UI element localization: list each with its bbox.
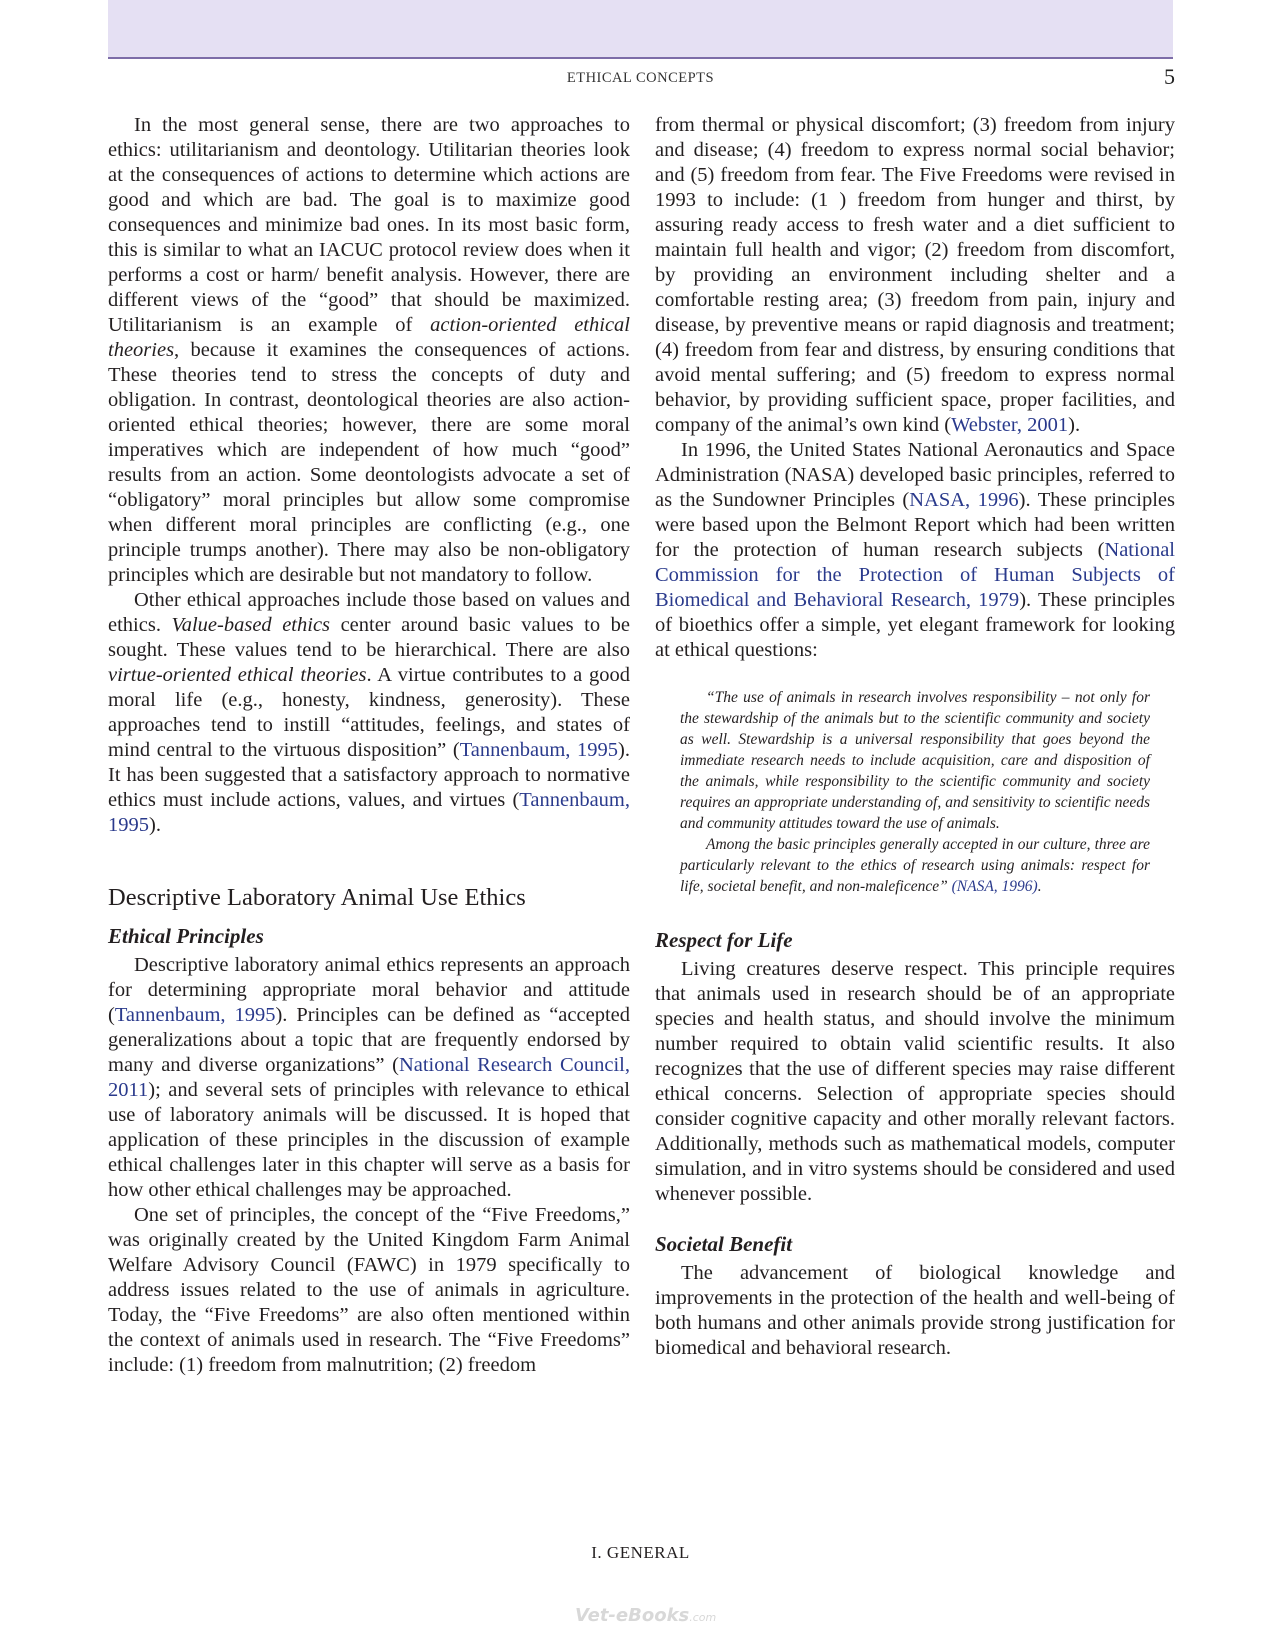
subheading: Respect for Life — [655, 928, 793, 952]
citation-link[interactable]: National Commission for the Protection of Human Subjects of Biomedical and Behavioral Research, 1979 — [655, 539, 1175, 611]
section-heading: Descriptive Laboratory Animal Use Ethics — [108, 884, 526, 911]
citation-link[interactable]: National Research Council, 2011 — [108, 1054, 630, 1101]
quote-paragraph: Among the basic principles generally accepted in our culture, three are particularly relevant to the ethics of research using animals: respect for life, societal benefit, and non-maleficence” (NASA, 1996). — [680, 836, 1150, 895]
page-number: 5 — [1164, 64, 1175, 89]
right-column — [655, 113, 1175, 1361]
citation-link[interactable]: Tannenbaum, 1995 — [114, 1004, 276, 1026]
quote-paragraph: “The use of animals in research involves responsibility – not only for the stewardship of the animals but to the scientific community and society as well. Stewardship is a universal responsibility that goes beyond the immediate research needs to include acquisition, care and disposition of the animals, while responsibility to the scientific community and society requires an appropriate understanding of, and sensitivity to scientific needs and community attitudes toward the use of animals. — [680, 689, 1150, 832]
subheading: Ethical Principles — [108, 924, 264, 948]
paragraph: In 1996, the United States National Aeronautics and Space Administration (NASA) developed basic principles, referred to as the Sundowner Principles (NASA, 1996). These principles were based upon the Belmont Report which had been written for the protection of human research subjects (National Commission for the Protection of Human Subjects of Biomedical and Behavioral Research, 1979). These principles of bioethics offer a simple, yet elegant framework for looking at ethical questions: — [655, 439, 1175, 661]
paragraph: Other ethical approaches include those based on values and ethics. Value-based ethics center around basic values to be sought. These values tend to be hierarchical. There are also virtue-oriented ethical theories. A virtue contributes to a good moral life (e.g., honesty, kindness, generosity). These approaches tend to instill “attitudes, feelings, and states of mind central to the virtuous disposition” (Tannenbaum, 1995). It has been suggested that a satisfactory approach to normative ethics must include actions, values, and virtues (Tannenbaum, 1995). — [108, 589, 630, 836]
left-column — [108, 113, 630, 1378]
citation-link[interactable]: NASA, 1996 — [909, 489, 1019, 511]
subheading: Societal Benefit — [655, 1232, 793, 1256]
paragraph: One set of principles, the concept of the “Five Freedoms,” was originally created by the United Kingdom Farm Animal Welfare Advisory Council (FAWC) in 1979 specifically to address issues related to the use of animals in agriculture. Today, the “Five Freedoms” are also often mentioned within the context of animals used in research. The “Five Freedoms” include: (1) freedom from malnutrition; (2) freedom — [108, 1204, 630, 1376]
paragraph: In the most general sense, there are two approaches to ethics: utilitarianism and deontology. Utilitarian theories look at the consequences of actions to determine which actions are good and which are bad. The goal is to maximize good consequences and minimize bad ones. In its most basic form, this is similar to what an IACUC protocol review does when it performs a cost or harm/ benefit analysis. However, there are different views of the “good” that should be maximized. Utilitarianism is an example of action-oriented ethical theories, because it examines the consequences of actions. These theories tend to stress the concepts of duty and obligation. In contrast, deontological theories are also action-oriented ethical theories; however, there are some moral imperatives which are independent of how much “good” results from an action. Some deontologists advocate a set of “obligatory” moral principles but allow some compromise when different moral principles are conflicting (e.g., one principle trumps another). There may also be non-obligatory principles which are desirable but not mandatory to follow. — [108, 114, 630, 586]
paragraph: The advancement of biological knowledge and improvements in the protection of the health and well-being of both humans and other animals provide strong justification for biomedical and behavioral research. — [655, 1262, 1175, 1359]
block-quote — [680, 687, 1150, 897]
watermark-logo: Vet-eBooks.com — [575, 1605, 717, 1626]
header-band — [108, 0, 1173, 59]
citation-link[interactable]: Tannenbaum, 1995 — [108, 789, 630, 836]
running-title: ETHICAL CONCEPTS — [566, 70, 715, 86]
part-footer: I. GENERAL — [591, 1543, 690, 1562]
paragraph: Living creatures deserve respect. This principle requires that animals used in research should be of an appropriate species and health status, and should involve the minimum number required to obtain valid scientific results. It also recognizes that the use of different species may raise different ethical concerns. Selection of appropriate species should consider cognitive capacity and other morally relevant factors. Additionally, methods such as mathematical models, computer simulation, and in vitro systems should be considered and used whenever possible. — [655, 958, 1175, 1205]
paragraph: from thermal or physical discomfort; (3) freedom from injury and disease; (4) freedom to express normal social behavior; and (5) freedom from fear. The Five Freedoms were revised in 1993 to include: (1 ) freedom from hunger and thirst, by assuring ready access to fresh water and a diet sufficient to maintain full health and vigor; (2) freedom from discomfort, by providing an environment including shelter and a comfortable resting area; (3) freedom from pain, injury and disease, by preventive means or rapid diagnosis and treatment; (4) freedom from fear and distress, by ensuring conditions that avoid mental suffering; and (5) freedom to express normal behavior, by providing sufficient space, proper facilities, and company of the animal’s own kind (Webster, 2001). — [655, 114, 1175, 436]
citation-link[interactable]: (NASA, 1996) — [951, 878, 1038, 895]
citation-link[interactable]: Webster, 2001 — [951, 414, 1069, 436]
citation-link[interactable]: Tannenbaum, 1995 — [459, 739, 619, 761]
paragraph: Descriptive laboratory animal ethics represents an approach for determining appropriate moral behavior and attitude (Tannenbaum, 1995). Principles can be defined as “accepted generalizations about a topic that are frequently endorsed by many and diverse organizations” (National Research Council, 2011); and several sets of principles with relevance to ethical use of laboratory animals will be discussed. It is hoped that application of these principles in the discussion of example ethical challenges later in this chapter will serve as a basis for how other ethical challenges may be approached. — [108, 954, 630, 1201]
